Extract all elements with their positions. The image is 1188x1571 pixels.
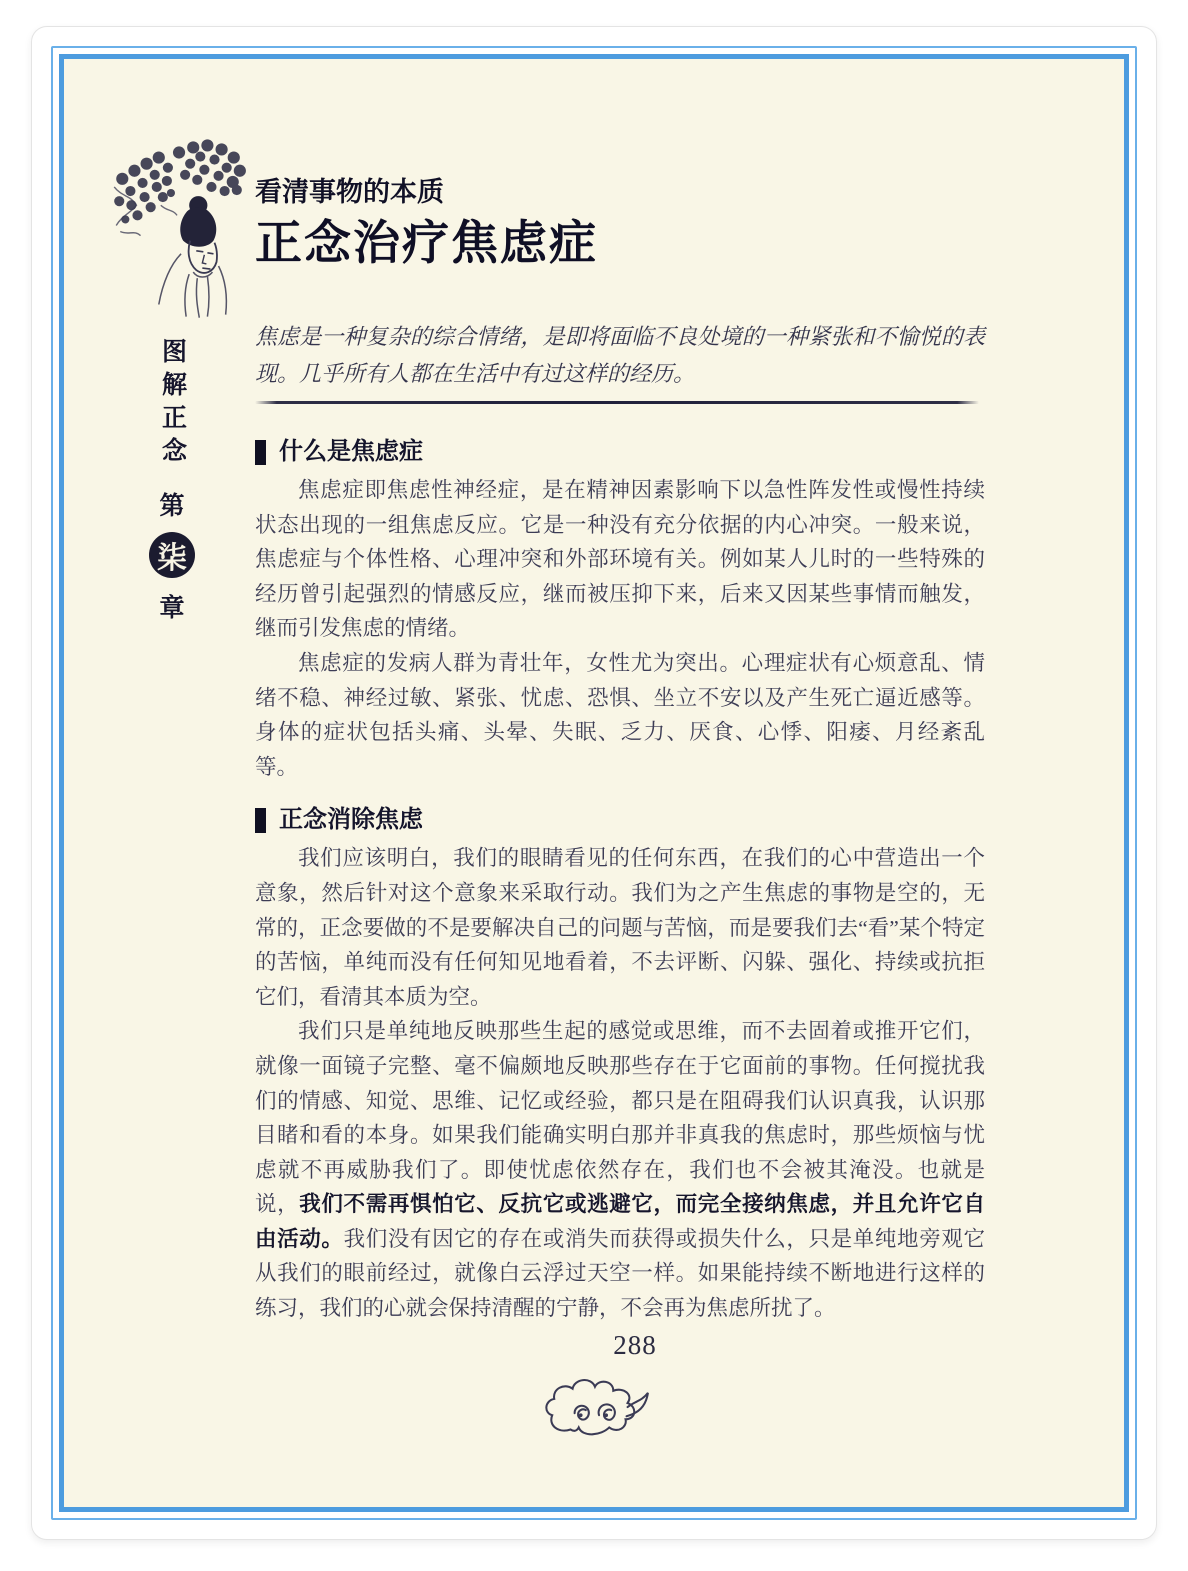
chapter-sidebar	[144, 338, 200, 624]
body-paragraph: 我们应该明白，我们的眼睛看见的任何东西，在我们的心中营造出一个意象，然后针对这个意象来采取行动。我们为之产生焦虑的事物是空的，无常的，正念要做的不是要解决自己的问题与苦恼，而是要我们去“看”某个特定的苦恼，单纯而没有任何知见地看着，不去评断、闪躲、强化、持续或抗拒它们，看清其本质为空。	[255, 846, 985, 1009]
intro-divider	[255, 401, 979, 404]
section-marker-icon	[255, 440, 266, 465]
chapter-number: 柒	[157, 542, 187, 575]
chapter-number-badge	[149, 532, 195, 578]
chapter-kicker: 看清事物的本质	[255, 177, 444, 207]
page-title: 正念治疗焦虑症	[255, 218, 598, 270]
section-marker-icon	[255, 808, 266, 833]
body-paragraph: 焦虑症的发病人群为青壮年，女性尤为突出。心理症状有心烦意乱、情绪不稳、神经过敏、紧张、忧虑、恐惧、坐立不安以及产生死亡逼近感等。身体的症状包括头痛、头晕、失眠、乏力、厌食、心悸、阳痿、月经紊乱等。	[255, 650, 985, 779]
buddha-under-tree-illustration-icon	[100, 134, 252, 322]
chapter-prefix: 第	[159, 492, 185, 520]
bold-emphasis: 我们不需再惧怕它、反抗它或逃避它，而完全接纳焦虑，并且允许它自由活动。	[255, 1192, 985, 1251]
main-text-column	[255, 176, 985, 1326]
paragraph-segment: 我们没有因它的存在或消失而获得或损失什么，只是单纯地旁观它从我们的眼前经过，就像白云浮过天空一样。如果能持续不断地进行这样的练习，我们的心就会保持清醒的宁静，不会再为焦虑所扰了。	[255, 1226, 985, 1321]
series-title-vertical: 图解正念	[158, 338, 187, 470]
chapter-suffix: 章	[159, 594, 185, 622]
section-heading-mindfulness-removes-anxiety	[255, 806, 985, 834]
page-number: 288	[613, 1330, 657, 1360]
intro-paragraph: 焦虑是一种复杂的综合情绪，是即将面临不良处境的一种紧张和不愉悦的表现。几乎所有人都在生活中有过这样的经历。	[255, 324, 985, 386]
body-paragraph: 焦虑症即焦虑性神经症，是在精神因素影响下以急性阵发性或慢性持续状态出现的一组焦虑反应。它是一种没有充分依据的内心冲突。一般来说，焦虑症与个体性格、心理冲突和外部环境有关。例如某人儿时的一些特殊的经历曾引起强烈的情感反应，继而被压抑下来，后来又因某些事情而触发，继而引发焦虑的情绪。	[255, 478, 985, 641]
paragraph-segment: 我们只是单纯地反映那些生起的感觉或思维，而不去固着或推开它们，就像一面镜子完整、毫不偏颇地反映那些存在于它面前的事物。任何搅扰我们的情感、知觉、思维、记忆或经验，都只是在阻碍我们认识真我，认识那目睹和看的本身。如果我们能确实明白那并非真我的焦虑时，那些烦恼与忧虑就不再威胁我们了。即使忧虑依然存在，我们也不会被其淹没。也就是说，	[255, 1019, 985, 1217]
section-heading-what-is-anxiety	[255, 438, 985, 466]
cloud-ornament-icon	[540, 1362, 652, 1444]
section-heading-label: 正念消除焦虑	[279, 806, 423, 834]
body-paragraph-with-emphasis	[255, 1014, 985, 1325]
section-heading-label: 什么是焦虑症	[279, 438, 423, 465]
